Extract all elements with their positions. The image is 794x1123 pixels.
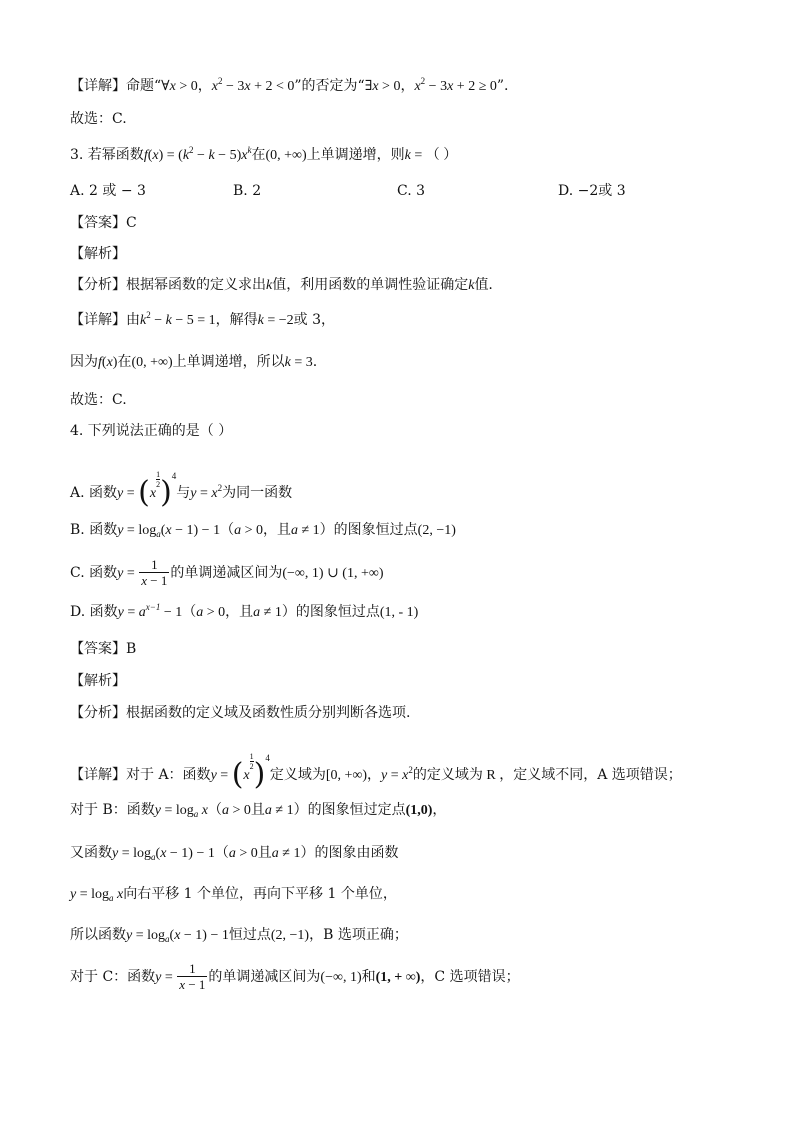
math: ≠ 1 [278, 846, 301, 861]
math: ≠ 1 [297, 523, 320, 538]
log-base: a [156, 529, 161, 539]
var: x [402, 768, 409, 783]
math: R [482, 768, 500, 783]
var: k [284, 355, 291, 370]
var: y [117, 523, 124, 538]
text: 又函数 [70, 845, 112, 861]
var: y [126, 928, 133, 943]
detail-text-f [70, 960, 754, 994]
var: x [152, 148, 159, 163]
text: （ [214, 845, 229, 861]
option-d: D. −2或 3 [558, 183, 626, 199]
left-paren: ( [138, 475, 150, 510]
var: a [221, 803, 229, 818]
text: （ [207, 802, 222, 818]
fraction [139, 557, 169, 589]
var: x [198, 803, 208, 818]
text: 【分析】根据幂函数的定义求出 [70, 277, 266, 293]
option-a [70, 454, 754, 510]
log-base: a [193, 809, 199, 819]
math: > 0 [228, 803, 251, 818]
math: = [123, 566, 139, 581]
text: 的定义域为 [412, 767, 483, 783]
interval: (0, +∞) [131, 355, 173, 370]
denominator [177, 977, 207, 993]
analysis-text [70, 275, 754, 296]
log-base: a [109, 893, 114, 903]
var: a [253, 605, 261, 620]
math: = （ ） [410, 148, 458, 163]
numerator: 1 [156, 470, 161, 479]
text: ）的图象恒过定点 [293, 802, 406, 818]
var: x [174, 928, 181, 943]
option-b [70, 520, 754, 541]
var: x [211, 486, 218, 501]
math: = [387, 768, 403, 783]
answer-label: 【答案】B [70, 641, 137, 657]
interval: (1, + ∞) [375, 970, 421, 985]
text: 定义域为 [269, 767, 326, 783]
detail-text [70, 310, 754, 331]
text: C. 函数 [70, 565, 118, 581]
text: 对于 B：函数 [70, 802, 155, 818]
math: − 1) − 1 [166, 846, 215, 861]
option-d [70, 602, 754, 623]
math: = [216, 768, 232, 783]
var: k [140, 313, 147, 328]
exponent: 2 [217, 483, 223, 493]
option-b: B. 2 [233, 183, 262, 199]
exponent: 2 [408, 765, 413, 775]
denominator: 2 [249, 762, 254, 771]
math: = log [160, 803, 194, 818]
text: 【详解】对于 A：函数 [70, 767, 211, 783]
text: （ [182, 604, 197, 620]
math: > 0 [175, 79, 198, 94]
math: > 0 [378, 79, 401, 94]
text: ，B 选项正确； [309, 927, 408, 943]
text: 或 3， [293, 312, 336, 328]
exponent: 2 [420, 76, 426, 86]
text: ，且 [262, 522, 291, 538]
text: 【详解】由 [70, 312, 140, 328]
point: (1, - 1) [379, 605, 419, 620]
right-paren: ) [160, 475, 172, 510]
var: k [266, 278, 273, 293]
text: 向右平移 1 个单位，再向下平移 1 个单位， [123, 886, 397, 902]
exponent: 2 [189, 145, 194, 155]
text: ，解得 [215, 312, 258, 328]
var: x [165, 523, 172, 538]
text: ）的图象由函数 [300, 845, 399, 861]
analysis-label: 【解析】 [70, 673, 126, 689]
detail-text-c [70, 843, 754, 864]
math: = [123, 486, 139, 501]
var: x [145, 602, 150, 612]
point: (2, −1) [417, 523, 456, 538]
text: D. 函数 [70, 604, 118, 620]
numerator: 1 [139, 557, 169, 573]
var: x [372, 79, 379, 94]
log-base: a [151, 852, 156, 862]
right-paren: ) [253, 757, 266, 792]
var: k [404, 148, 411, 163]
var: y [117, 566, 124, 581]
log-base: a [165, 934, 170, 944]
text: 因为 [70, 354, 98, 370]
var: x [243, 768, 250, 783]
exponent: k [247, 145, 252, 155]
var: x [244, 79, 251, 94]
denominator: 2 [156, 480, 161, 489]
text: 且 [257, 845, 272, 861]
math: ≠ 1 [271, 803, 294, 818]
math: − [193, 148, 209, 163]
analysis-text: 【分析】根据函数的定义域及函数性质分别判断各选项. [70, 705, 411, 721]
math: ( [147, 148, 153, 163]
exponent: 4 [265, 753, 270, 763]
exponent [146, 602, 161, 612]
text: ， [432, 802, 447, 818]
var: x [447, 79, 454, 94]
math: ( [160, 523, 166, 538]
text: A. 函数 [70, 485, 118, 501]
var: f [98, 355, 102, 370]
choice-line: 故选：C. [70, 392, 127, 408]
var: a [271, 846, 279, 861]
numerator: 1 [177, 961, 207, 977]
text: ，C 选项错误； [420, 969, 520, 985]
var: y [155, 970, 162, 985]
point: (1,0) [405, 803, 433, 818]
math: = log [118, 846, 152, 861]
text: 所以函数 [70, 927, 126, 943]
text: ”的否定为“ [294, 78, 365, 94]
text: 值. [474, 277, 493, 293]
var: x [211, 79, 218, 94]
text: ）的图象恒过点 [281, 604, 380, 620]
text: ，且 [225, 604, 254, 620]
text: ”. [496, 78, 509, 94]
detail-text-d [70, 884, 754, 905]
math: > 0 [235, 846, 258, 861]
var: y [117, 605, 124, 620]
math: = [161, 970, 177, 985]
var: y [190, 486, 197, 501]
answer-label: 【答案】C [70, 215, 137, 231]
text: 且 [250, 802, 265, 818]
var: x [160, 846, 167, 861]
text: （ [220, 522, 235, 538]
math: − 3 [222, 79, 245, 94]
var: x [106, 355, 113, 370]
text: ）的图象恒过点 [319, 522, 418, 538]
exponent: 2 [146, 310, 151, 320]
math: ) [112, 355, 118, 370]
math: − 1 [160, 605, 183, 620]
math: = −2 [263, 313, 294, 328]
math: − 5 = 1 [171, 313, 216, 328]
text: ，定义域不同，A 选项错误； [499, 767, 682, 783]
text: . [312, 354, 318, 370]
interval: [0, +∞) [325, 768, 368, 783]
point: (2, −1) [270, 928, 310, 943]
var: x [141, 573, 148, 588]
detail-text-b [70, 800, 754, 821]
var: k [165, 313, 172, 328]
text: 在 [117, 354, 132, 370]
var: a [234, 523, 242, 538]
math: ( [101, 355, 107, 370]
math: − 3 [425, 79, 448, 94]
var: a [138, 605, 146, 620]
question-3-stem [70, 145, 754, 166]
var: x [414, 79, 421, 94]
var: a [228, 846, 236, 861]
exponent: 2 [217, 76, 223, 86]
text: 值，利用函数的单调性验证确定 [272, 277, 469, 293]
exponent: 4 [171, 471, 177, 481]
var: x [149, 486, 157, 501]
detail-text-a [70, 735, 754, 792]
text: 上单调递增，则 [306, 147, 405, 163]
detail-text [70, 352, 754, 373]
math: + 2 ≥ 0 [453, 79, 497, 94]
math: − 1 [147, 573, 168, 588]
text: 【详解】命题“ [70, 78, 162, 94]
forall-symbol: ∀ [161, 79, 170, 94]
math: = 3 [290, 355, 313, 370]
text: B. 函数 [70, 522, 118, 538]
choice-line: 故选：C. [70, 111, 127, 127]
math: = log [132, 928, 166, 943]
var: x [113, 887, 124, 902]
var: f [143, 148, 148, 163]
math: − 1) − 1 [171, 523, 221, 538]
text: 与 [176, 485, 191, 501]
var: a [196, 605, 204, 620]
math: − 5) [214, 148, 242, 163]
math: − 1 [185, 977, 206, 992]
var: a [290, 523, 298, 538]
text: ， [400, 78, 415, 94]
interval: (−∞, 1) ∪ (1, +∞) [282, 566, 384, 581]
option-c: C. 3 [397, 183, 426, 199]
text: 为同一函数 [222, 485, 293, 501]
text: 对于 C：函数 [70, 969, 156, 985]
math: = [123, 605, 139, 620]
math: + 2 < 0 [250, 79, 295, 94]
math: −1 [149, 602, 161, 612]
math: > 0 [203, 605, 226, 620]
var: y [70, 887, 77, 902]
math: > 0 [241, 523, 263, 538]
var: k [208, 148, 215, 163]
interval: (0, +∞) [265, 148, 307, 163]
analysis-label: 【解析】 [70, 246, 126, 262]
interval: (−∞, 1) [320, 970, 362, 985]
var: k [468, 278, 475, 293]
fraction [177, 961, 207, 993]
math: ) = ( [158, 148, 183, 163]
math: = log [76, 887, 110, 902]
detail-text-e [70, 925, 754, 946]
text: 在 [251, 147, 266, 163]
var: x [169, 79, 176, 94]
math: ( [169, 928, 175, 943]
var: y [112, 846, 119, 861]
math: = [196, 486, 212, 501]
var: y [117, 486, 124, 501]
text: 和 [361, 969, 376, 985]
var: y [381, 768, 388, 783]
math: = log [123, 523, 157, 538]
math: ( [155, 846, 161, 861]
text: 的单调递减区间为 [170, 565, 283, 581]
question-4-stem: 4. 下列说法正确的是（ ） [70, 423, 233, 439]
var: y [210, 768, 217, 783]
var: x [241, 148, 248, 163]
text: ， [197, 78, 212, 94]
var: a [264, 803, 272, 818]
var: y [154, 803, 161, 818]
var: k [257, 313, 264, 328]
solution-line-negation [70, 76, 754, 97]
text: 恒过点 [228, 927, 271, 943]
exists-symbol: ∃ [364, 79, 373, 94]
text: ， [367, 767, 382, 783]
math: − 1) − 1 [180, 928, 229, 943]
var: x [179, 977, 186, 992]
math: − [150, 313, 166, 328]
option-a: A. 2 或 − 3 [70, 183, 146, 199]
option-c [70, 556, 754, 590]
denominator [139, 573, 169, 589]
math: ≠ 1 [260, 605, 282, 620]
left-paren: ( [231, 757, 244, 792]
numerator: 1 [249, 752, 254, 761]
text: 的单调递减区间为 [208, 969, 321, 985]
text: 3. 若幂函数 [70, 147, 144, 163]
var: k [182, 148, 190, 163]
text: 上单调递增，所以 [172, 354, 285, 370]
